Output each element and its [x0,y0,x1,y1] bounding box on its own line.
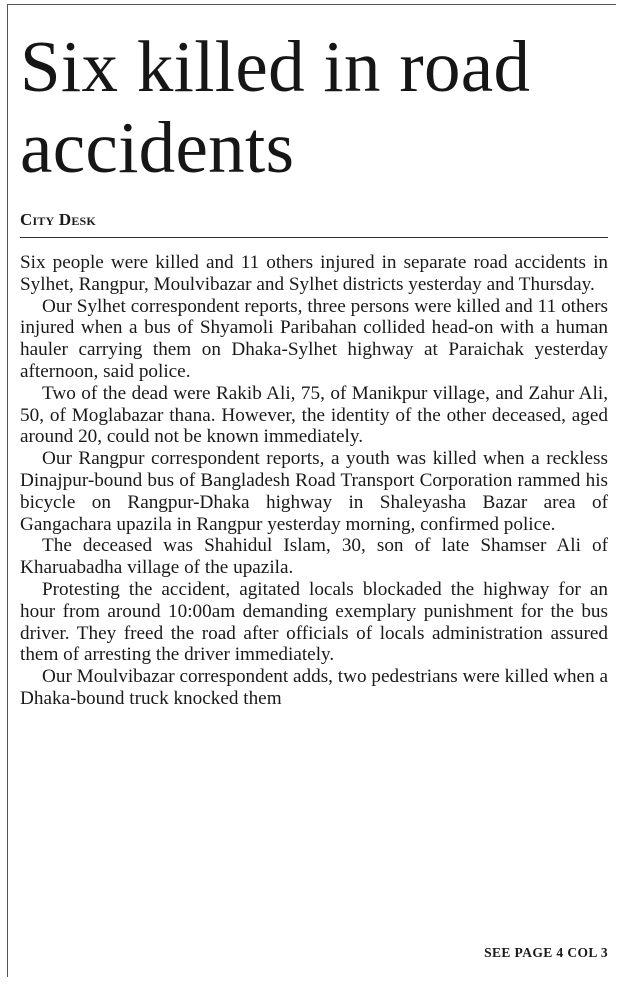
paragraph: Six people were killed and 11 others injured in separate road accidents in Sylhet, Rangpur, Moulvibazar and Sylhet districts yesterday and Thursday. [20,252,608,295]
continuation-note: SEE PAGE 4 COL 3 [484,945,608,960]
paragraph: Two of the dead were Rakib Ali, 75, of Manikpur village, and Zahur Ali, 50, of Moglabazar thana. However, the identity of the other deceased, aged around 20, could not be known immediately. [20,382,608,448]
byline: City Desk [20,210,96,229]
left-border-rule [7,4,8,977]
paragraph: The deceased was Shahidul Islam, 30, son of late Shamser Ali of Kharuabadha village of the upazila. [20,535,608,579]
paragraph: Our Sylhet correspondent reports, three persons were killed and 11 others injured when a bus of Shyamoli Paribahan collided head-on with a human hauler carrying them on Dhaka-Sylhet highway at Paraichak yesterday afternoon, said police. [20,295,608,382]
byline-divider [20,237,608,238]
paragraph: Protesting the accident, agitated locals blockaded the highway for an hour from around 10:00am demanding exemplary punishment for the bus driver. They freed the road after officials of locals administration assured them of arresting the driver immediately. [20,578,608,666]
headline: Six killed in road accidents [20,26,531,188]
paragraph: Our Rangpur correspondent reports, a youth was killed when a reckless Dinajpur-bound bus of Bangladesh Road Transport Corporation rammed his bicycle on Rangpur-Dhaka highway in Shaleyasha Bazar area of Gangachara upazila in Rangpur yesterday morning, confirmed police. [20,448,608,535]
paragraph: Our Moulvibazar correspondent adds, two pedestrians were killed when a Dhaka-bound truck knocked them [20,666,608,709]
article-body [20,252,608,710]
top-border-rule [7,4,616,5]
